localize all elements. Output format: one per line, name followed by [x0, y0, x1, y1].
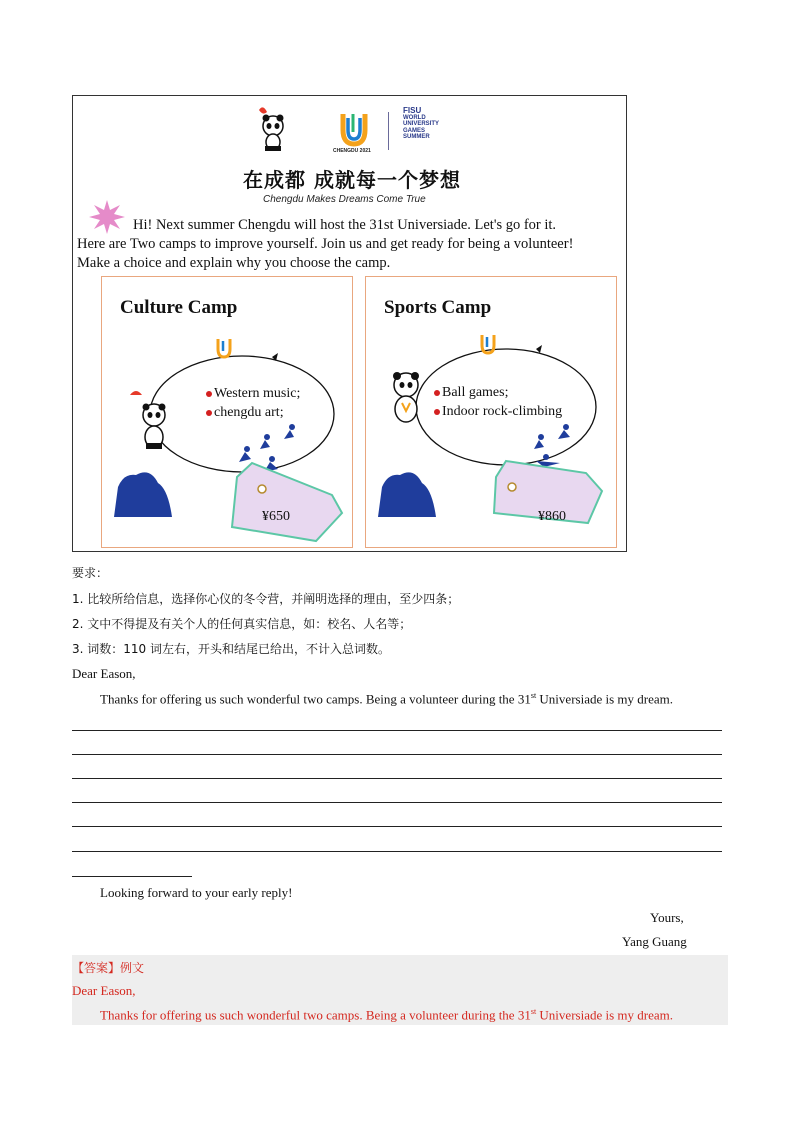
camp-item: Ball games;: [434, 383, 562, 402]
camp-items: [206, 384, 300, 422]
intro-line: Here are Two camps to improve yourself. Join us and get ready for being a volunteer!: [77, 236, 574, 252]
sports-camp-card: [365, 276, 617, 548]
logo-row: [253, 106, 503, 156]
writing-line[interactable]: [72, 826, 722, 827]
writing-line[interactable]: [72, 730, 722, 731]
requirements-heading: 要求：: [72, 566, 109, 580]
camp-item: Indoor rock-climbing: [434, 402, 562, 421]
english-slogan: Chengdu Makes Dreams Come True: [263, 194, 426, 205]
bullet-dot-icon: [206, 410, 212, 416]
camp-price: ¥650: [262, 509, 290, 524]
intro-line: Hi! Next summer Chengdu will host the 31st Universiade. Let's go for it.: [133, 217, 557, 233]
letter-sign-off: Yours,: [650, 910, 684, 925]
logo-divider: [388, 112, 389, 150]
panda-mascot-icon: [253, 106, 293, 154]
camp-item: chengdu art;: [206, 403, 300, 422]
camp-title: Culture Camp: [120, 297, 238, 318]
universiade-u-logo-icon: [339, 112, 369, 148]
answer-label: 【答案】例文: [72, 961, 145, 975]
intro-line: Make a choice and explain why you choose the camp.: [77, 255, 391, 271]
universiade-poster: [72, 95, 627, 552]
camp-title: Sports Camp: [384, 297, 492, 318]
requirement-item: 3. 词数：110 词左右，开头和结尾已给出，不计入总词数。: [72, 642, 390, 656]
requirement-item: 1. 比较所给信息，选择你心仪的冬令营，并阐明选择的理由，至少四条；: [72, 592, 460, 606]
bullet-dot-icon: [434, 409, 440, 415]
camp-price: ¥860: [538, 509, 566, 524]
letter-closing: Looking forward to your early reply!: [100, 885, 293, 900]
letter-opening: Thanks for offering us such wonderful two camps. Being a volunteer during the 31st Universiade is my dream.: [100, 691, 673, 707]
letter-signature: Yang Guang: [622, 934, 687, 949]
answer-opening: Thanks for offering us such wonderful two camps. Being a volunteer during the 31st Universiade is my dream.: [100, 1007, 673, 1023]
poster-intro: [77, 216, 627, 273]
bullet-dot-icon: [206, 391, 212, 397]
camp-item: Western music;: [206, 384, 300, 403]
bullet-dot-icon: [434, 390, 440, 396]
writing-line[interactable]: [72, 754, 722, 755]
camp-items: [434, 383, 562, 421]
requirement-item: 2. 文中不得提及有关个人的任何真实信息，如：校名、人名等；: [72, 617, 412, 631]
logo-caption: CHENGDU 2021: [333, 148, 371, 154]
writing-line[interactable]: [72, 778, 722, 779]
writing-line-short[interactable]: [72, 876, 192, 877]
writing-line[interactable]: [72, 802, 722, 803]
chinese-slogan: 在成都 成就每一个梦想: [243, 168, 461, 192]
fisu-wordmark: FISU WORLD UNIVERSITY GAMES SUMMER: [403, 106, 440, 140]
answer-greeting: Dear Eason,: [72, 983, 136, 998]
culture-camp-card: [101, 276, 353, 548]
letter-greeting: Dear Eason,: [72, 666, 136, 681]
writing-line[interactable]: [72, 851, 722, 852]
